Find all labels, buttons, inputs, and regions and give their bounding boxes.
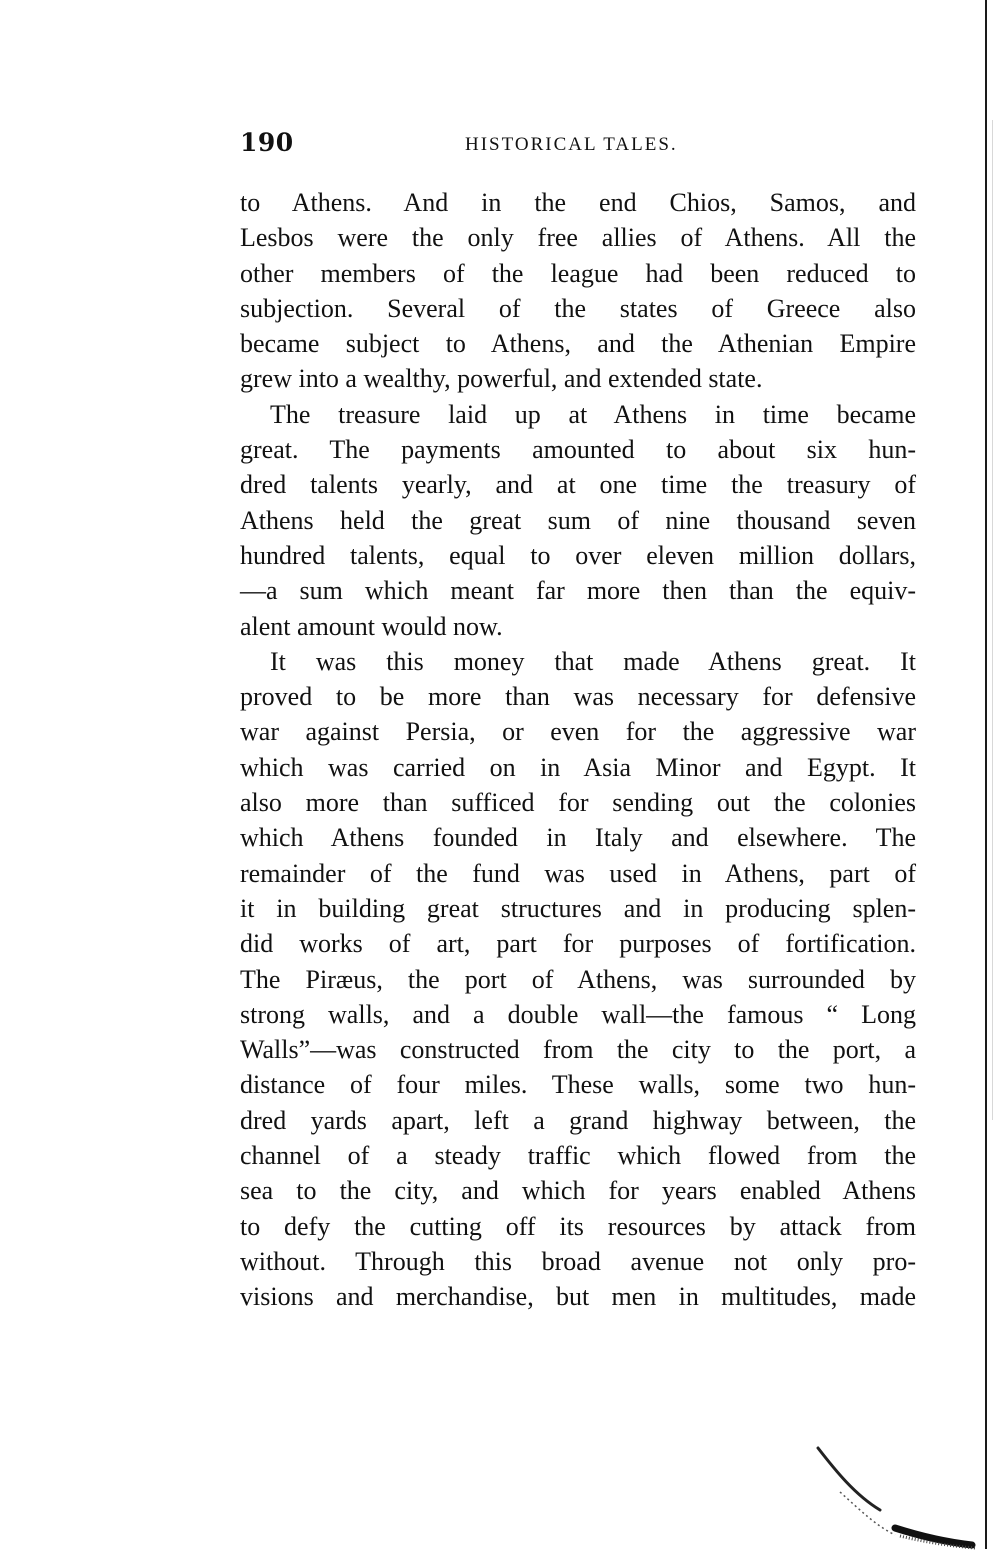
paragraph-2 [240, 397, 916, 644]
text-line: strong walls, and a double wall—the famous “ Long [240, 999, 916, 1029]
text-line: Walls”—was constructed from the city to the port, a [240, 1035, 916, 1065]
text-line: sea to the city, and which for years enabled Athens [240, 1176, 916, 1206]
text-line: visions and merchandise, but men in multitudes, made [240, 1282, 916, 1312]
text-line: it in building great structures and in producing splen- [240, 893, 916, 923]
text-line: grew into a wealthy, powerful, and extended state. [240, 364, 763, 394]
text-line: hundred talents, equal to over eleven million dollars, [240, 540, 916, 570]
text-line: dred talents yearly, and at one time the treasury of [240, 470, 916, 500]
text-line: dred yards apart, left a grand highway between, the [240, 1105, 916, 1135]
text-line: became subject to Athens, and the Athenian Empire [240, 329, 916, 359]
text-line: to defy the cutting off its resources by attack from [240, 1211, 916, 1241]
text-line: subjection. Several of the states of Greece also [240, 293, 916, 323]
text-line: It was this money that made Athens great. It [270, 646, 916, 676]
text-line: other members of the league had been reduced to [240, 258, 916, 288]
text-line: also more than sufficed for sending out the colonies [240, 788, 916, 818]
text-line: The treasure laid up at Athens in time became [270, 399, 916, 429]
text-line: without. Through this broad avenue not only pro- [240, 1246, 916, 1276]
paragraph-3 [240, 644, 916, 1315]
text-line: great. The payments amounted to about six hun- [240, 435, 916, 465]
page-number: 190 [240, 128, 294, 157]
text-line: channel of a steady traffic which flowed from the [240, 1141, 916, 1171]
text-line: to Athens. And in the end Chios, Samos, and [240, 188, 916, 217]
scan-smudge-mark [800, 1440, 980, 1550]
text-line: —a sum which meant far more then than the equiv- [240, 576, 916, 606]
text-line: did works of art, part for purposes of fortification. [240, 929, 916, 959]
page-edge-shadow [992, 120, 993, 1120]
text-line: Lesbos were the only free allies of Athens. All the [240, 223, 916, 253]
text-line: which was carried on in Asia Minor and Egypt. It [240, 752, 916, 782]
running-head: HISTORICAL TALES. [465, 134, 678, 155]
text-line: distance of four miles. These walls, some two hun- [240, 1070, 916, 1100]
paragraph-1 [240, 185, 916, 397]
text-line: Athens held the great sum of nine thousand seven [240, 505, 916, 535]
text-line: The Piræus, the port of Athens, was surrounded by [240, 964, 916, 994]
body-text [240, 185, 916, 1315]
text-line: which Athens founded in Italy and elsewhere. The [240, 823, 916, 853]
text-line: remainder of the fund was used in Athens, part of [240, 858, 916, 888]
text-line: war against Persia, or even for the aggressive war [240, 717, 916, 747]
page-header [240, 128, 920, 168]
text-line: alent amount would now. [240, 611, 503, 641]
page-edge-line [985, 0, 987, 1549]
text-line: proved to be more than was necessary for defensive [240, 682, 916, 712]
